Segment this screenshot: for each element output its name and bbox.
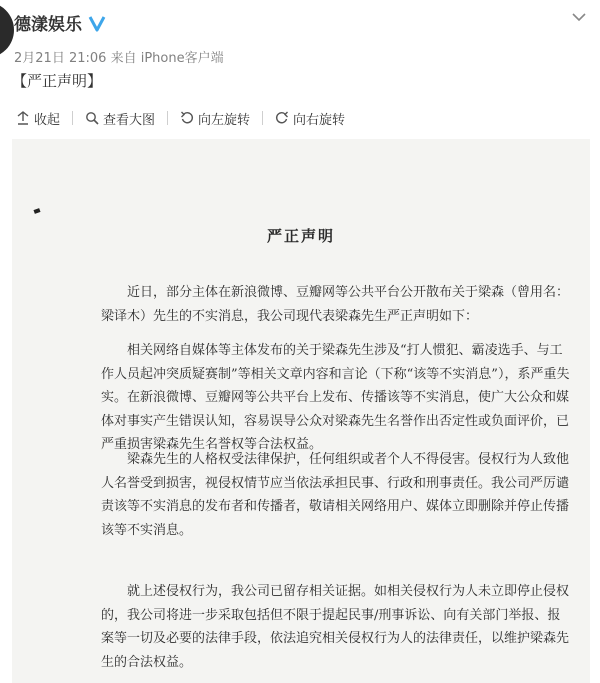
avatar[interactable]	[0, 2, 14, 58]
ink-mark	[33, 208, 40, 214]
rotate-right-icon	[275, 111, 289, 125]
post-meta	[14, 47, 224, 66]
collapse-button[interactable]	[14, 109, 62, 128]
search-icon	[85, 111, 99, 125]
view-large-label: 查看大图	[103, 112, 156, 128]
post-title: 【严正声明】	[12, 72, 103, 90]
toolbar-divider	[72, 111, 73, 125]
post-source[interactable]: iPhone客户端	[140, 51, 224, 66]
source-prefix: 来自	[110, 51, 137, 66]
rotate-left-icon	[180, 111, 194, 125]
rotate-right-label: 向右旋转	[293, 112, 346, 128]
statement-image[interactable]	[12, 139, 590, 683]
verified-icon	[88, 14, 106, 32]
document-title: 严正声明	[266, 227, 335, 245]
collapse-up-icon	[16, 111, 30, 125]
document-paragraph: 相关网络自媒体等主体发布的关于梁森先生涉及“打人惯犯、霸凌选手、与工作人员起冲突质疑赛制”等相关文章内容和言论（下称“该等不实消息”），系严重失实。在新浪微博、豆瓣网等公共平台上发布、传播该等不实消息，使广大公众和媒体对事实产生错误认知，容易误导公众对梁森先生名誉作出否定性或负面评价，已严重损害梁森先生名誉权等合法权益。	[101, 343, 570, 452]
toolbar-divider	[167, 111, 168, 125]
image-toolbar	[0, 104, 600, 132]
rotate-left-label: 向左旋转	[198, 112, 251, 128]
view-large-button[interactable]	[83, 109, 157, 128]
account-header	[14, 10, 106, 35]
rotate-right-button[interactable]	[273, 109, 347, 128]
post-date[interactable]: 2月21日 21:06	[14, 51, 107, 66]
collapse-label: 收起	[34, 112, 61, 128]
rotate-left-button[interactable]	[178, 109, 252, 128]
chevron-down-icon[interactable]	[570, 10, 588, 24]
toolbar-divider	[262, 111, 263, 125]
document-paragraph: 近日，部分主体在新浪微博、豆瓣网等公共平台公开散布关于梁森（曾用名：梁译木）先生的不实消息，我公司现代表梁森先生严正声明如下：	[101, 285, 570, 324]
account-name[interactable]: 德漾娱乐	[14, 15, 82, 35]
document-paragraph: 梁森先生的人格权受法律保护，任何组织或者个人不得侵害。侵权行为人致他人名誉受到损害，视侵权情节应当依法承担民事、行政和刑事责任。我公司严厉谴责该等不实消息的发布者和传播者，敬请相关网络用户、媒体立即删除并停止传播该等不实消息。	[101, 452, 570, 538]
document-paragraph: 就上述侵权行为，我公司已留存相关证据。如相关侵权行为人未立即停止侵权的，我公司将进一步采取包括但不限于提起民事/刑事诉讼、向有关部门举报、报案等一切及必要的法律手段，依法追究相关侵权行为人的法律责任，以维护梁森先生的合法权益。	[101, 584, 570, 670]
